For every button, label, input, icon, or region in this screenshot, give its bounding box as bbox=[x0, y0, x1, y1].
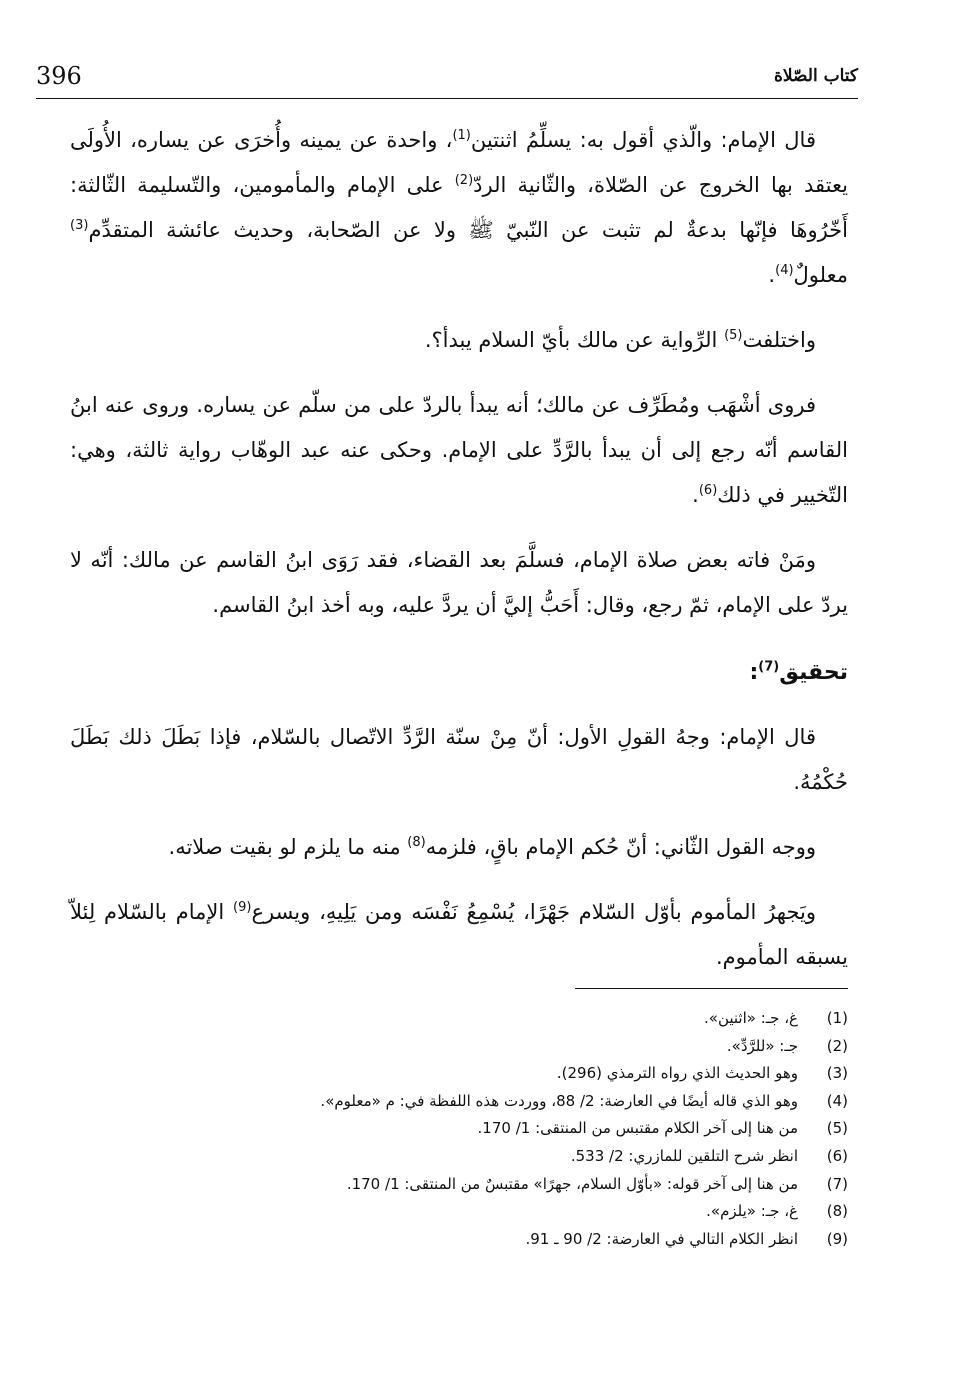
footnote-number: (6) bbox=[826, 1146, 848, 1165]
footnote-text: جـ: «للرَّدِّ». bbox=[726, 1036, 798, 1055]
footnote bbox=[70, 1143, 848, 1171]
footnote-number: (9) bbox=[826, 1229, 848, 1248]
footnote-text: من هنا إلى آخر قوله: «بأوّل السلام، جهرًا» مقتبسٌ من المنتقى: 1/ 170. bbox=[346, 1174, 798, 1193]
footnote bbox=[70, 1226, 848, 1254]
footnote bbox=[70, 1088, 848, 1116]
footnote-ref-1: (1) bbox=[452, 128, 471, 143]
footnote-text: انظر شرح التلقين للمازري: 2/ 533. bbox=[570, 1146, 798, 1165]
footnote-text: انظر الكلام التالي في العارضة: 2/ 90 ـ 91. bbox=[525, 1229, 798, 1248]
footnotes bbox=[70, 1005, 848, 1253]
main-text bbox=[70, 118, 848, 980]
page-header bbox=[36, 58, 858, 99]
section-heading: تحقيق$^{(7)}$: bbox=[749, 659, 848, 685]
paragraph-3: فروى أشْهَب ومُطَرِّف عن مالك؛ أنه يبدأ بالردّ على من سلّم عن يساره. وروى عنه ابنُ القاسم أنّه رجع إلى أن يبدأ بالرَّدِّ على الإمام. وحكى عنه عبد الوهّاب رواية ثالثة، وهي: التّخيير في ذلك$^{(6)}$. bbox=[70, 393, 848, 507]
paragraph-6: ووجه القول الثّاني: أنّ حُكم الإمام باقٍ، فلزمه$^{(8)}$ منه ما يلزم لو بقيت صلاته. bbox=[168, 835, 816, 859]
footnote-ref-5: (5) bbox=[724, 328, 743, 343]
footnote-ref-7: (7) bbox=[758, 659, 780, 675]
footnote-text: غ، جـ: «يلزم». bbox=[706, 1202, 798, 1221]
paragraph-1: قال الإمام: والّذي أقول به: يسلِّمُ اثنتين$^{(1)}$، واحدة عن يمينه وأُخرَى عن يساره، الأُولَى يعتقد بها الخروج عن الصّلاة، والثّانية الردّ$^{(2)}$ على الإمام والمأمومين، والتّسليمة الثّالثة: أَخّرُوهَا فإنّها بدعةٌ لم تثبت عن النّبيّ ﷺ ولا عن الصّحابة، وحديث عائشة المتقدِّم$^{(3)}$ معلولٌ$^{(4)}$. bbox=[70, 128, 848, 287]
footnote bbox=[70, 1033, 848, 1061]
footnote-separator bbox=[575, 988, 848, 989]
footnote-ref-3: (3) bbox=[70, 218, 89, 233]
footnote bbox=[70, 1060, 848, 1088]
footnote-text: من هنا إلى آخر الكلام مقتبس من المنتقى: 1/ 170. bbox=[477, 1119, 798, 1138]
footnote-ref-9: (9) bbox=[233, 900, 252, 915]
footnote-number: (7) bbox=[826, 1174, 848, 1193]
footnote-text: وهو الذي قاله أيضًا في العارضة: 2/ 88، ووردت هذه اللفظة في: م «معلوم». bbox=[320, 1091, 798, 1110]
footnote-number: (8) bbox=[826, 1202, 848, 1221]
footnote-ref-8: (8) bbox=[407, 835, 426, 850]
paragraph-7: ويَجهرُ المأموم بأوّل السّلام جَهْرًا، يُسْمِعُ نَفْسَه ومن يَلِيهِ، ويسرع$^{(9)}$ الإمام بالسّلام لِئلاّ يسبقه المأموم. bbox=[70, 900, 848, 969]
page-number: 396 bbox=[36, 62, 82, 90]
footnote-text: وهو الحديث الذي رواه الترمذي (296). bbox=[556, 1064, 798, 1083]
footnote-ref-6: (6) bbox=[698, 483, 718, 498]
paragraph-4: ومَنْ فاته بعض صلاة الإمام، فسلَّمَ بعد القضاء، فقد رَوَى ابنُ القاسم عن مالك: أنّه لا يردّ على الإمام، ثمّ رجع، وقال: أَحَبُّ إليَّ أن يردَّ عليه، وبه أخذ ابنُ القاسم. bbox=[70, 548, 848, 617]
footnote-number: (1) bbox=[826, 1009, 848, 1027]
footnote bbox=[70, 1198, 848, 1226]
footnote bbox=[70, 1171, 848, 1199]
footnote-number: (5) bbox=[826, 1119, 848, 1138]
footnote-number: (2) bbox=[826, 1036, 848, 1055]
footnote bbox=[70, 1005, 848, 1033]
paragraph-2: واختلفت$^{(5)}$ الرِّواية عن مالك بأيّ السلام يبدأ؟. bbox=[424, 328, 816, 352]
running-title: كتاب الصّلاة bbox=[773, 66, 858, 86]
paragraph-5: قال الإمام: وجهُ القولِ الأول: أنّ مِنْ سنّة الرَّدِّ الاتّصال بالسّلام، فإذا بَطَلَ ذلك بَطَلَ حُكْمُهُ. bbox=[70, 725, 848, 794]
footnote-number: (4) bbox=[826, 1091, 848, 1110]
footnote-ref-4: (4) bbox=[775, 263, 794, 278]
footnote bbox=[70, 1115, 848, 1143]
footnote-ref-2: (2) bbox=[454, 173, 474, 188]
footnote-text: غ، جـ: «اثنين». bbox=[704, 1009, 798, 1027]
footnote-number: (3) bbox=[826, 1064, 848, 1083]
